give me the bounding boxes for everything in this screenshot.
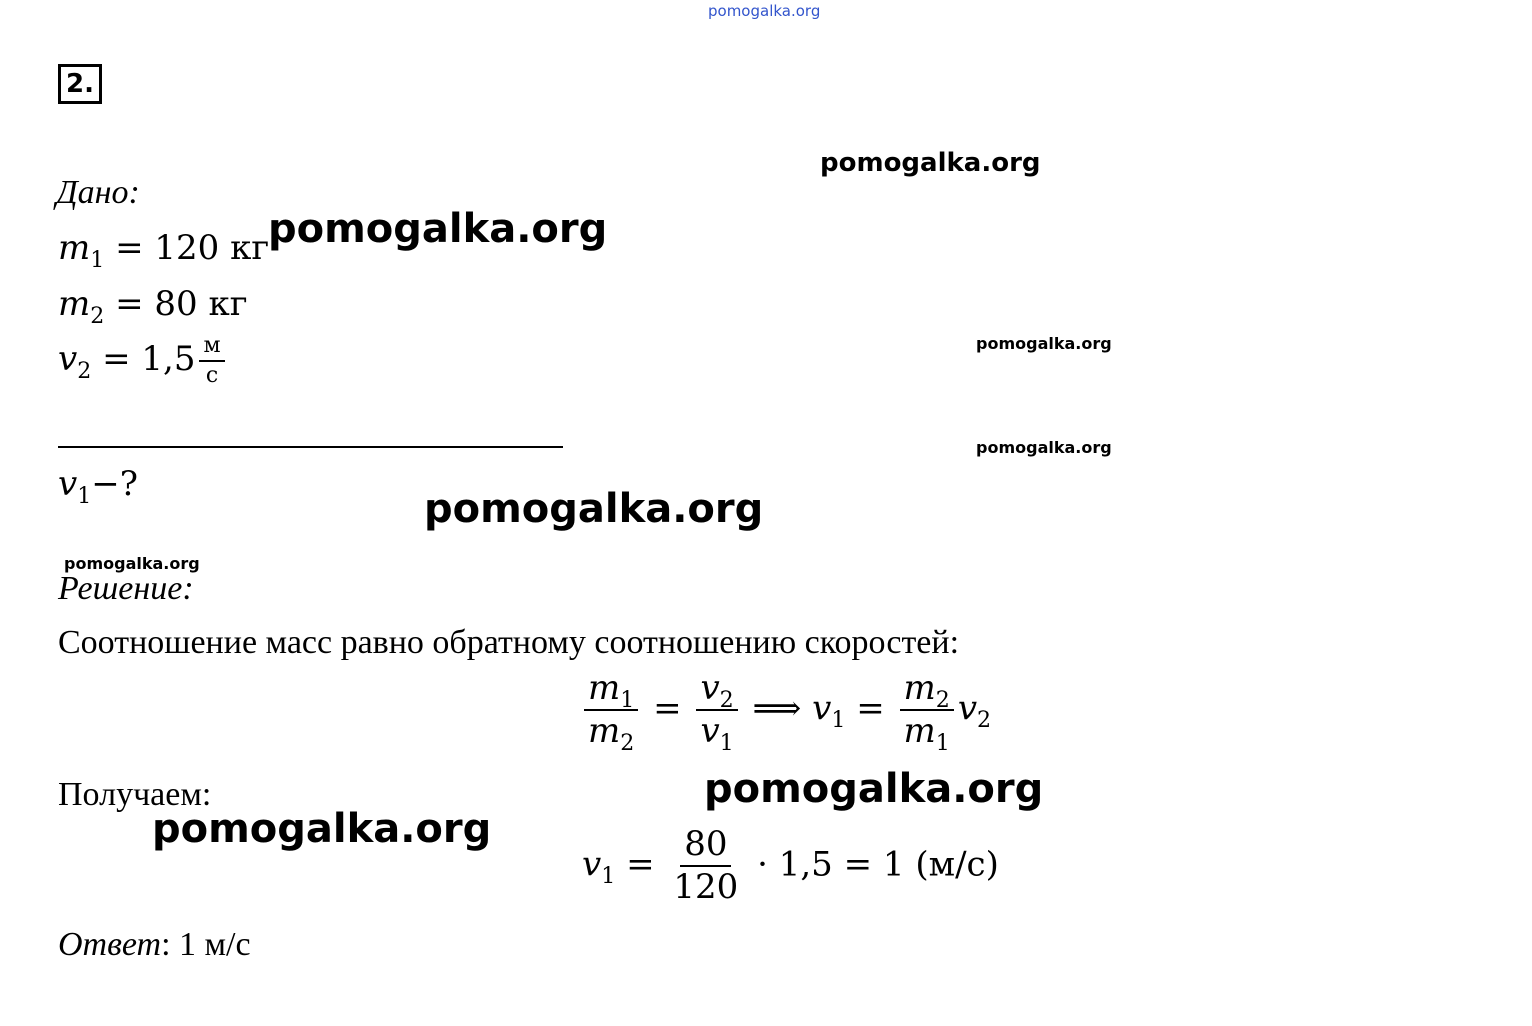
var: v <box>700 711 720 752</box>
fraction-m2-m1 <box>900 668 954 757</box>
denominator <box>696 711 737 757</box>
solution-text: Соотношение масс равно обратному соотношению скоростей: <box>58 624 960 661</box>
numerator <box>900 670 954 711</box>
var: v <box>812 688 832 729</box>
subscript: 1 <box>620 686 635 713</box>
watermark: pomogalka.org <box>268 206 608 252</box>
var: v <box>957 688 978 729</box>
value: = 120 кг <box>115 228 270 268</box>
watermark: pomogalka.org <box>976 438 1112 457</box>
subscript: 2 <box>90 302 105 329</box>
get-label: Получаем: <box>58 776 212 813</box>
value: = 80 кг <box>115 284 248 324</box>
subscript: 2 <box>620 730 635 757</box>
given-v2 <box>58 334 229 388</box>
value: = 1,5 <box>102 339 196 380</box>
var: m <box>903 668 936 708</box>
numerator: 80 <box>680 826 731 867</box>
watermark: pomogalka.org <box>820 148 1041 178</box>
subscript: 1 <box>831 707 846 734</box>
fraction-80-120 <box>669 826 742 907</box>
watermark: pomogalka.org <box>152 806 492 852</box>
given-heading: Дано: <box>56 174 140 211</box>
problem-number-text: 2. <box>66 69 94 99</box>
formula-main <box>580 668 992 757</box>
problem-number <box>58 64 102 104</box>
given-m1 <box>58 228 270 273</box>
var: v <box>700 668 720 708</box>
fraction-m1-m2 <box>584 668 638 757</box>
subscript: 1 <box>719 730 734 757</box>
unit-fraction <box>199 334 224 388</box>
watermark: pomogalka.org <box>424 486 764 532</box>
var: m <box>588 711 621 752</box>
answer-label: Ответ <box>58 926 162 963</box>
equals-sign: = <box>856 688 885 729</box>
watermark: pomogalka.org <box>64 554 200 573</box>
watermark: pomogalka.org <box>704 766 1044 812</box>
subscript: 2 <box>977 707 992 734</box>
watermark: pomogalka.org <box>976 334 1112 353</box>
var-m: m <box>58 228 91 268</box>
value: −? <box>91 464 138 504</box>
var-v: v <box>58 339 78 380</box>
given-divider <box>58 446 563 448</box>
var: v <box>582 844 602 885</box>
unit-numerator: м <box>199 334 224 362</box>
var-m: m <box>58 284 91 324</box>
calc-rest: · 1,5 = 1 (м/с) <box>757 844 999 885</box>
solution-heading: Решение: <box>58 570 194 607</box>
unit-denominator: с <box>205 363 219 389</box>
denominator <box>900 711 954 757</box>
var-v: v <box>58 464 78 504</box>
formula-calc <box>582 826 999 907</box>
var: m <box>903 711 936 752</box>
denominator: 120 <box>673 867 739 908</box>
answer-line <box>58 926 251 964</box>
given-m2 <box>58 284 248 329</box>
subscript: 1 <box>90 246 105 273</box>
numerator <box>696 670 737 711</box>
implies-arrow: ⟹ <box>752 688 802 729</box>
answer-value: : 1 м/с <box>161 926 251 963</box>
find-v1 <box>58 464 138 509</box>
numerator <box>584 670 638 711</box>
subscript: 1 <box>935 730 950 757</box>
subscript: 1 <box>601 863 616 890</box>
denominator <box>584 711 638 757</box>
subscript: 2 <box>935 686 950 713</box>
subscript: 2 <box>77 357 92 384</box>
var: m <box>588 668 621 708</box>
equals-sign: = <box>626 844 655 885</box>
subscript: 1 <box>77 482 92 509</box>
fraction-v2-v1 <box>696 668 737 757</box>
equals-sign: = <box>653 688 682 729</box>
subscript: 2 <box>719 686 734 713</box>
watermark-top[interactable]: pomogalka.org <box>708 2 821 20</box>
